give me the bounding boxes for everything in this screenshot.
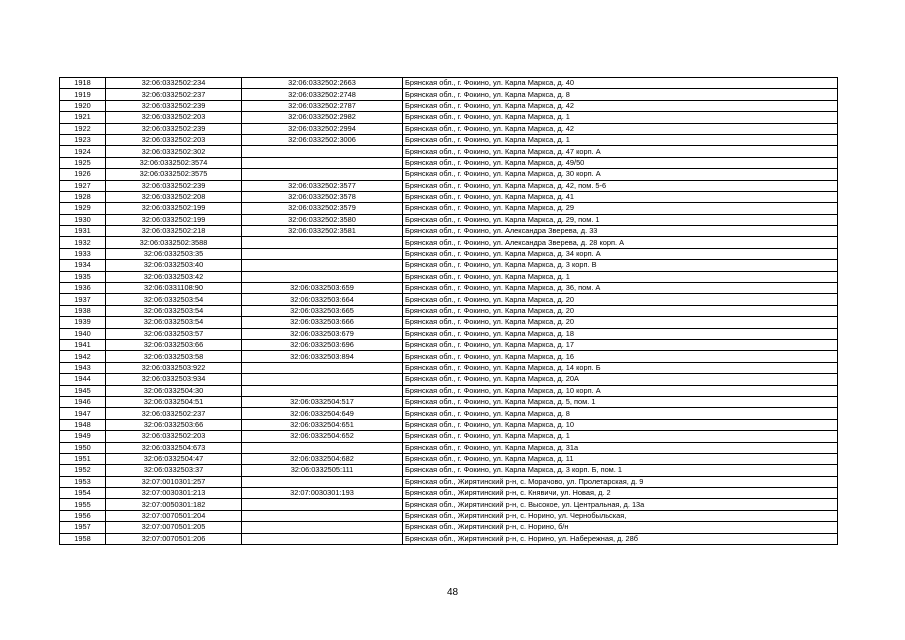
address-cell: Брянская обл., г. Фокино, ул. Карла Маркса, д. 20 bbox=[403, 317, 838, 328]
row-number-cell: 1933 bbox=[60, 248, 106, 259]
parcel-number-cell: 32:06:0332503:54 bbox=[106, 294, 242, 305]
address-cell: Брянская обл., г. Фокино, ул. Карла Маркса, д. 20А bbox=[403, 374, 838, 385]
row-number-cell: 1957 bbox=[60, 522, 106, 533]
object-number-cell: 32:06:0332503:696 bbox=[242, 339, 403, 350]
object-number-cell: 32:06:0332504:682 bbox=[242, 453, 403, 464]
address-cell: Брянская обл., г. Фокино, ул. Карла Маркса, д. 42 bbox=[403, 100, 838, 111]
table-row bbox=[60, 203, 838, 214]
object-number-cell: 32:06:0332503:664 bbox=[242, 294, 403, 305]
parcel-number-cell: 32:07:0030301:213 bbox=[106, 488, 242, 499]
table-row bbox=[60, 271, 838, 282]
table-row bbox=[60, 419, 838, 430]
table-row bbox=[60, 112, 838, 123]
page-number: 48 bbox=[446, 587, 459, 598]
address-cell: Брянская обл., г. Фокино, ул. Карла Маркса, д. 8 bbox=[403, 408, 838, 419]
parcel-number-cell: 32:07:0050301:182 bbox=[106, 499, 242, 510]
address-cell: Брянская обл., г. Фокино, ул. Карла Маркса, д. 20 bbox=[403, 305, 838, 316]
object-number-cell: 32:06:0332504:517 bbox=[242, 396, 403, 407]
address-cell: Брянская обл., г. Фокино, ул. Карла Маркса, д. 16 bbox=[403, 351, 838, 362]
table-row bbox=[60, 431, 838, 442]
address-cell: Брянская обл., Жирятинский р-н, с. Княвичи, ул. Новая, д. 2 bbox=[403, 488, 838, 499]
table-row bbox=[60, 396, 838, 407]
registry-table bbox=[59, 77, 838, 545]
table-row bbox=[60, 237, 838, 248]
row-number-cell: 1946 bbox=[60, 396, 106, 407]
address-cell: Брянская обл., Жирятинский р-н, с. Норино, ул. Чернобыльская, bbox=[403, 510, 838, 521]
table-row bbox=[60, 260, 838, 271]
row-number-cell: 1949 bbox=[60, 431, 106, 442]
parcel-number-cell: 32:06:0332502:203 bbox=[106, 112, 242, 123]
object-number-cell: 32:06:0332502:3581 bbox=[242, 226, 403, 237]
object-number-cell: 32:06:0332502:2994 bbox=[242, 123, 403, 134]
row-number-cell: 1944 bbox=[60, 374, 106, 385]
table-row bbox=[60, 339, 838, 350]
row-number-cell: 1950 bbox=[60, 442, 106, 453]
table-row bbox=[60, 191, 838, 202]
parcel-number-cell: 32:06:0332504:47 bbox=[106, 453, 242, 464]
address-cell: Брянская обл., г. Фокино, ул. Карла Маркса, д. 36, пом. А bbox=[403, 283, 838, 294]
row-number-cell: 1934 bbox=[60, 260, 106, 271]
parcel-number-cell: 32:07:0070501:205 bbox=[106, 522, 242, 533]
row-number-cell: 1936 bbox=[60, 283, 106, 294]
object-number-cell: 32:06:0332502:3580 bbox=[242, 214, 403, 225]
address-cell: Брянская обл., г. Фокино, ул. Карла Маркса, д. 49/50 bbox=[403, 157, 838, 168]
object-number-cell: 32:06:0332502:3578 bbox=[242, 191, 403, 202]
object-number-cell bbox=[242, 169, 403, 180]
table-row bbox=[60, 123, 838, 134]
table-row bbox=[60, 78, 838, 89]
address-cell: Брянская обл., г. Фокино, ул. Карла Маркса, д. 10 корп. А bbox=[403, 385, 838, 396]
table-row bbox=[60, 146, 838, 157]
object-number-cell bbox=[242, 385, 403, 396]
table-row bbox=[60, 465, 838, 476]
address-cell: Брянская обл., г. Фокино, ул. Карла Маркса, д. 42, пом. 5-6 bbox=[403, 180, 838, 191]
parcel-number-cell: 32:06:0332502:234 bbox=[106, 78, 242, 89]
address-cell: Брянская обл., г. Фокино, ул. Карла Маркса, д. 18 bbox=[403, 328, 838, 339]
table-row bbox=[60, 362, 838, 373]
address-cell: Брянская обл., г. Фокино, ул. Карла Маркса, д. 8 bbox=[403, 89, 838, 100]
row-number-cell: 1926 bbox=[60, 169, 106, 180]
object-number-cell bbox=[242, 157, 403, 168]
row-number-cell: 1940 bbox=[60, 328, 106, 339]
row-number-cell: 1930 bbox=[60, 214, 106, 225]
table-row bbox=[60, 89, 838, 100]
object-number-cell: 32:06:0332502:3577 bbox=[242, 180, 403, 191]
parcel-number-cell: 32:06:0332502:239 bbox=[106, 123, 242, 134]
table-row bbox=[60, 100, 838, 111]
table-row bbox=[60, 134, 838, 145]
parcel-number-cell: 32:06:0332503:37 bbox=[106, 465, 242, 476]
address-cell: Брянская обл., Жирятинский р-н, с. Морачово, ул. Пролетарская, д. 9 bbox=[403, 476, 838, 487]
parcel-number-cell: 32:06:0332502:3588 bbox=[106, 237, 242, 248]
address-cell: Брянская обл., г. Фокино, ул. Карла Маркса, д. 3 корп. Б, пом. 1 bbox=[403, 465, 838, 476]
object-number-cell: 32:06:0332503:666 bbox=[242, 317, 403, 328]
parcel-number-cell: 32:06:0332503:54 bbox=[106, 317, 242, 328]
table-row bbox=[60, 248, 838, 259]
address-cell: Брянская обл., Жирятинский р-н, с. Норино, ул. Набережная, д. 28б bbox=[403, 533, 838, 544]
row-number-cell: 1948 bbox=[60, 419, 106, 430]
parcel-number-cell: 32:06:0331108:90 bbox=[106, 283, 242, 294]
table-row bbox=[60, 180, 838, 191]
address-cell: Брянская обл., г. Фокино, ул. Карла Маркса, д. 41 bbox=[403, 191, 838, 202]
parcel-number-cell: 32:06:0332502:218 bbox=[106, 226, 242, 237]
address-cell: Брянская обл., Жирятинский р-н, с. Норино, б/н bbox=[403, 522, 838, 533]
parcel-number-cell: 32:06:0332502:237 bbox=[106, 89, 242, 100]
address-cell: Брянская обл., г. Фокино, ул. Карла Маркса, д. 29, пом. 1 bbox=[403, 214, 838, 225]
parcel-number-cell: 32:06:0332503:66 bbox=[106, 339, 242, 350]
parcel-number-cell: 32:06:0332504:30 bbox=[106, 385, 242, 396]
object-number-cell bbox=[242, 271, 403, 282]
address-cell: Брянская обл., г. Фокино, ул. Карла Маркса, д. 1 bbox=[403, 112, 838, 123]
parcel-number-cell: 32:06:0332503:66 bbox=[106, 419, 242, 430]
address-cell: Брянская обл., г. Фокино, ул. Карла Маркса, д. 1 bbox=[403, 431, 838, 442]
object-number-cell bbox=[242, 499, 403, 510]
address-cell: Брянская обл., г. Фокино, ул. Карла Маркса, д. 31а bbox=[403, 442, 838, 453]
address-cell: Брянская обл., г. Фокино, ул. Карла Маркса, д. 3 корп. В bbox=[403, 260, 838, 271]
row-number-cell: 1928 bbox=[60, 191, 106, 202]
row-number-cell: 1942 bbox=[60, 351, 106, 362]
parcel-number-cell: 32:07:0010301:257 bbox=[106, 476, 242, 487]
address-cell: Брянская обл., г. Фокино, ул. Карла Маркса, д. 30 корп. А bbox=[403, 169, 838, 180]
table-row bbox=[60, 442, 838, 453]
object-number-cell: 32:07:0030301:193 bbox=[242, 488, 403, 499]
table-row bbox=[60, 533, 838, 544]
row-number-cell: 1939 bbox=[60, 317, 106, 328]
object-number-cell: 32:06:0332505:111 bbox=[242, 465, 403, 476]
object-number-cell: 32:06:0332504:651 bbox=[242, 419, 403, 430]
row-number-cell: 1929 bbox=[60, 203, 106, 214]
parcel-number-cell: 32:06:0332502:3574 bbox=[106, 157, 242, 168]
table-row bbox=[60, 408, 838, 419]
row-number-cell: 1920 bbox=[60, 100, 106, 111]
parcel-number-cell: 32:07:0070501:204 bbox=[106, 510, 242, 521]
address-cell: Брянская обл., г. Фокино, ул. Карла Маркса, д. 14 корп. Б bbox=[403, 362, 838, 373]
row-number-cell: 1924 bbox=[60, 146, 106, 157]
table-row bbox=[60, 305, 838, 316]
table-row bbox=[60, 157, 838, 168]
row-number-cell: 1951 bbox=[60, 453, 106, 464]
row-number-cell: 1923 bbox=[60, 134, 106, 145]
row-number-cell: 1941 bbox=[60, 339, 106, 350]
address-cell: Брянская обл., г. Фокино, ул. Карла Маркса, д. 29 bbox=[403, 203, 838, 214]
object-number-cell bbox=[242, 374, 403, 385]
parcel-number-cell: 32:06:0332502:203 bbox=[106, 134, 242, 145]
row-number-cell: 1955 bbox=[60, 499, 106, 510]
parcel-number-cell: 32:06:0332503:35 bbox=[106, 248, 242, 259]
object-number-cell bbox=[242, 476, 403, 487]
registry-table-body bbox=[60, 78, 838, 545]
object-number-cell: 32:06:0332504:649 bbox=[242, 408, 403, 419]
object-number-cell bbox=[242, 248, 403, 259]
object-number-cell bbox=[242, 146, 403, 157]
parcel-number-cell: 32:06:0332502:199 bbox=[106, 214, 242, 225]
address-cell: Брянская обл., г. Фокино, ул. Александра Зверева, д. 28 корп. А bbox=[403, 237, 838, 248]
object-number-cell: 32:06:0332502:2787 bbox=[242, 100, 403, 111]
row-number-cell: 1947 bbox=[60, 408, 106, 419]
parcel-number-cell: 32:06:0332504:51 bbox=[106, 396, 242, 407]
address-cell: Брянская обл., г. Фокино, ул. Карла Маркса, д. 5, пом. 1 bbox=[403, 396, 838, 407]
parcel-number-cell: 32:06:0332503:40 bbox=[106, 260, 242, 271]
object-number-cell: 32:06:0332502:2663 bbox=[242, 78, 403, 89]
table-row bbox=[60, 351, 838, 362]
address-cell: Брянская обл., г. Фокино, ул. Карла Маркса, д. 42 bbox=[403, 123, 838, 134]
table-row bbox=[60, 510, 838, 521]
table-row bbox=[60, 226, 838, 237]
address-cell: Брянская обл., г. Фокино, ул. Карла Маркса, д. 17 bbox=[403, 339, 838, 350]
object-number-cell bbox=[242, 260, 403, 271]
row-number-cell: 1954 bbox=[60, 488, 106, 499]
parcel-number-cell: 32:07:0070501:206 bbox=[106, 533, 242, 544]
table-row bbox=[60, 453, 838, 464]
table-row bbox=[60, 476, 838, 487]
address-cell: Брянская обл., г. Фокино, ул. Александра Зверева, д. 33 bbox=[403, 226, 838, 237]
parcel-number-cell: 32:06:0332503:57 bbox=[106, 328, 242, 339]
table-row bbox=[60, 214, 838, 225]
row-number-cell: 1935 bbox=[60, 271, 106, 282]
address-cell: Брянская обл., г. Фокино, ул. Карла Маркса, д. 34 корп. А bbox=[403, 248, 838, 259]
table-row bbox=[60, 385, 838, 396]
parcel-number-cell: 32:06:0332502:208 bbox=[106, 191, 242, 202]
parcel-number-cell: 32:06:0332504:673 bbox=[106, 442, 242, 453]
parcel-number-cell: 32:06:0332503:54 bbox=[106, 305, 242, 316]
object-number-cell: 32:06:0332503:659 bbox=[242, 283, 403, 294]
object-number-cell bbox=[242, 510, 403, 521]
address-cell: Брянская обл., г. Фокино, ул. Карла Маркса, д. 11 bbox=[403, 453, 838, 464]
object-number-cell bbox=[242, 442, 403, 453]
row-number-cell: 1918 bbox=[60, 78, 106, 89]
object-number-cell bbox=[242, 522, 403, 533]
parcel-number-cell: 32:06:0332503:42 bbox=[106, 271, 242, 282]
row-number-cell: 1931 bbox=[60, 226, 106, 237]
table-row bbox=[60, 317, 838, 328]
address-cell: Брянская обл., Жирятинский р-н, с. Высокое, ул. Центральная, д. 13а bbox=[403, 499, 838, 510]
object-number-cell: 32:06:0332503:894 bbox=[242, 351, 403, 362]
parcel-number-cell: 32:06:0332502:237 bbox=[106, 408, 242, 419]
table-row bbox=[60, 499, 838, 510]
address-cell: Брянская обл., г. Фокино, ул. Карла Маркса, д. 10 bbox=[403, 419, 838, 430]
parcel-number-cell: 32:06:0332503:922 bbox=[106, 362, 242, 373]
table-row bbox=[60, 328, 838, 339]
row-number-cell: 1943 bbox=[60, 362, 106, 373]
object-number-cell bbox=[242, 533, 403, 544]
parcel-number-cell: 32:06:0332502:302 bbox=[106, 146, 242, 157]
object-number-cell bbox=[242, 362, 403, 373]
object-number-cell: 32:06:0332502:2982 bbox=[242, 112, 403, 123]
object-number-cell: 32:06:0332502:3579 bbox=[242, 203, 403, 214]
parcel-number-cell: 32:06:0332502:3575 bbox=[106, 169, 242, 180]
address-cell: Брянская обл., г. Фокино, ул. Карла Маркса, д. 1 bbox=[403, 271, 838, 282]
table-row bbox=[60, 283, 838, 294]
object-number-cell: 32:06:0332503:679 bbox=[242, 328, 403, 339]
row-number-cell: 1952 bbox=[60, 465, 106, 476]
object-number-cell: 32:06:0332503:665 bbox=[242, 305, 403, 316]
object-number-cell: 32:06:0332504:652 bbox=[242, 431, 403, 442]
row-number-cell: 1927 bbox=[60, 180, 106, 191]
parcel-number-cell: 32:06:0332503:934 bbox=[106, 374, 242, 385]
row-number-cell: 1956 bbox=[60, 510, 106, 521]
row-number-cell: 1953 bbox=[60, 476, 106, 487]
table-row bbox=[60, 522, 838, 533]
row-number-cell: 1925 bbox=[60, 157, 106, 168]
row-number-cell: 1945 bbox=[60, 385, 106, 396]
row-number-cell: 1958 bbox=[60, 533, 106, 544]
row-number-cell: 1938 bbox=[60, 305, 106, 316]
row-number-cell: 1932 bbox=[60, 237, 106, 248]
table-row bbox=[60, 488, 838, 499]
address-cell: Брянская обл., г. Фокино, ул. Карла Маркса, д. 20 bbox=[403, 294, 838, 305]
table-row bbox=[60, 169, 838, 180]
row-number-cell: 1922 bbox=[60, 123, 106, 134]
parcel-number-cell: 32:06:0332502:203 bbox=[106, 431, 242, 442]
row-number-cell: 1919 bbox=[60, 89, 106, 100]
row-number-cell: 1921 bbox=[60, 112, 106, 123]
parcel-number-cell: 32:06:0332502:239 bbox=[106, 180, 242, 191]
table-row bbox=[60, 294, 838, 305]
object-number-cell: 32:06:0332502:3006 bbox=[242, 134, 403, 145]
parcel-number-cell: 32:06:0332502:199 bbox=[106, 203, 242, 214]
address-cell: Брянская обл., г. Фокино, ул. Карла Маркса, д. 40 bbox=[403, 78, 838, 89]
object-number-cell bbox=[242, 237, 403, 248]
table-row bbox=[60, 374, 838, 385]
address-cell: Брянская обл., г. Фокино, ул. Карла Маркса, д. 1 bbox=[403, 134, 838, 145]
address-cell: Брянская обл., г. Фокино, ул. Карла Маркса, д. 47 корп. А bbox=[403, 146, 838, 157]
parcel-number-cell: 32:06:0332503:58 bbox=[106, 351, 242, 362]
parcel-number-cell: 32:06:0332502:239 bbox=[106, 100, 242, 111]
object-number-cell: 32:06:0332502:2748 bbox=[242, 89, 403, 100]
row-number-cell: 1937 bbox=[60, 294, 106, 305]
